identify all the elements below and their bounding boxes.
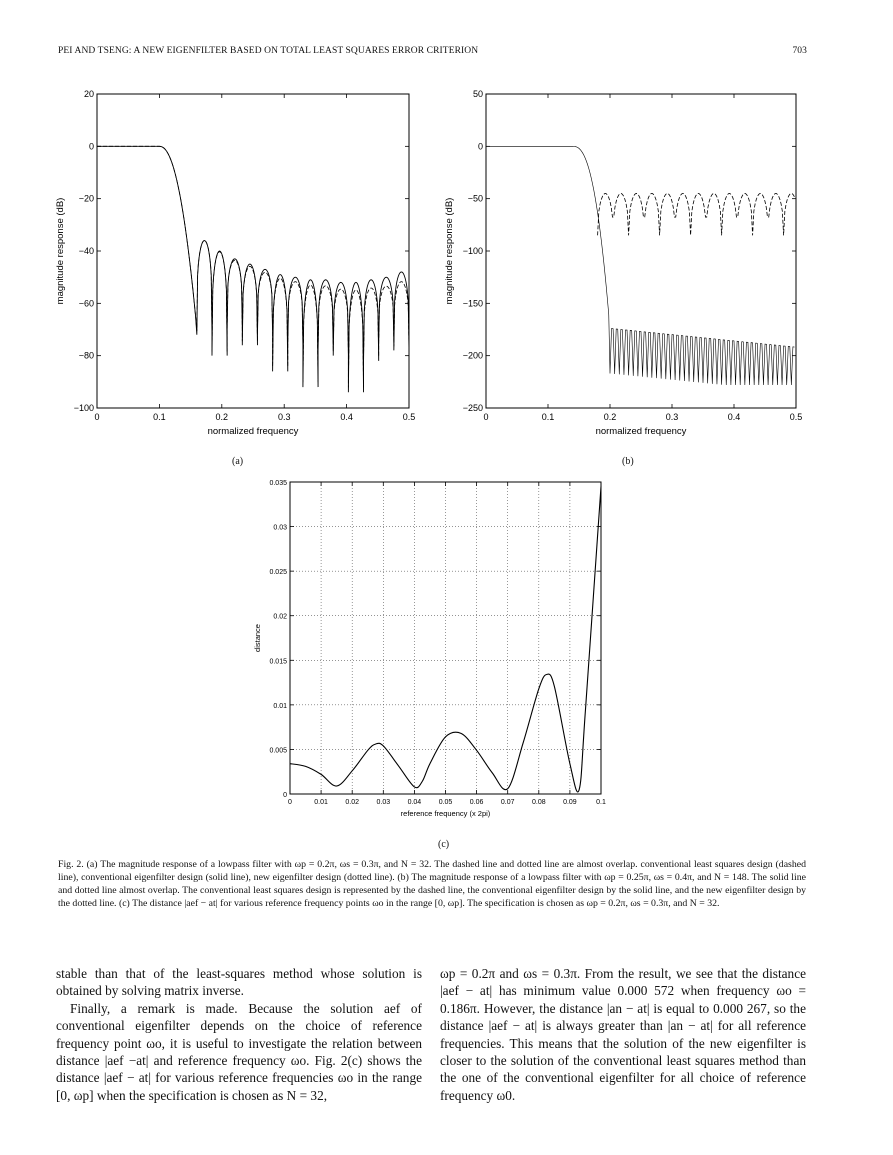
page-number: 703 [792, 46, 807, 56]
y-tick-label: −20 [78, 193, 94, 204]
y-tick-label: −250 [462, 403, 483, 413]
chart-c-frame [290, 482, 601, 794]
paragraph: Finally, a remark is made. Because the solution aef of conventional eigenfilter depends on the choice of reference frequency point ωo, it is useful to investigate the relation between distance |aef −at| and reference frequency ωo. Fig. 2(c) shows the distance |aef − at| for various reference frequencies ωo in the range [0, ωp] when the specification is chosen as N = 32, [56, 1000, 422, 1103]
y-tick-label: 0.02 [273, 613, 287, 621]
y-tick-label: −80 [78, 350, 94, 361]
x-tick-label: 0.08 [531, 799, 546, 806]
x-tick-label: 0 [94, 412, 100, 422]
series-dashed [598, 193, 795, 235]
paragraph: ωp = 0.2π and ωs = 0.3π. From the result, we see that the distance |aef − at| has minimum value 0.000 572 when frequency ωo = 0.186π. However, the distance |an − at| is equal to 0.000 267, so the distance |aef − at| is always greater than |an − at| for all reference frequencies. This means that the solution of the new eigenfilter is closer to the solution of the conventional least squares method than the one of the conventional eigenfilter for all choice of reference frequency ω0. [440, 966, 806, 1103]
y-tick-label: 50 [472, 89, 483, 99]
x-tick-label: 0.3 [665, 412, 679, 422]
series-solid [486, 146, 794, 385]
x-tick-label: 0.09 [563, 799, 577, 806]
left-column [56, 965, 422, 1104]
x-axis-label: normalized frequency [207, 426, 299, 437]
x-tick-label: 0.4 [340, 412, 353, 422]
paragraph: stable than that of the least-squares method whose solution is obtained by solving matrix inverse. [56, 966, 422, 999]
x-tick-label: 0.5 [402, 412, 416, 422]
x-tick-label: 0.4 [727, 412, 741, 422]
running-title: PEI AND TSENG: A NEW EIGENFILTER BASED ON TOTAL LEAST SQUARES ERROR CRITERION [58, 46, 479, 56]
series-distance [290, 487, 601, 792]
x-tick-label: 0.03 [376, 799, 391, 806]
x-tick-label: 0.02 [345, 799, 360, 806]
series-dashed [97, 146, 409, 387]
series-solid [97, 146, 409, 392]
y-tick-label: −60 [78, 298, 94, 309]
x-tick-label: 0.1 [153, 412, 166, 422]
y-tick-label: 0 [477, 141, 483, 152]
figure-caption: Fig. 2. (a) The magnitude response of a lowpass filter with ωp = 0.2π, ωs = 0.3π, and N = 32. The dashed line and dotted line are almost overlap. conventional least squares design (dashed line), conventional eigenfilter design (solid line), new eigenfilter design (dotted line). (b) The magnitude response of a lowpass filter with ωp = 0.25π, ωs = 0.4π, and N = 148. The solid line and dotted line almost overlap. The conventional least squares design is represented by the dashed line, the conventional eigenfilter design by the solid line, and the new eigenfilter design by the dotted line. (c) The distance |aef − at| for various reference frequency points ωo in the range [0, ωp]. The specification is chosen as ωp = 0.2π, ωs = 0.3π, and N = 32. [58, 859, 806, 910]
x-tick-label: 0.07 [500, 799, 515, 806]
y-tick-label: 0 [283, 792, 287, 799]
panel-label-a: (a) [232, 456, 244, 467]
chart-a-frame [97, 94, 409, 408]
panel-label-c: (c) [438, 839, 450, 850]
y-tick-label: −50 [467, 193, 483, 204]
x-tick-label: 0 [483, 412, 489, 422]
y-tick-label: 0.015 [269, 658, 287, 666]
x-tick-label: 0.1 [596, 799, 606, 806]
x-tick-label: 0 [288, 799, 292, 806]
right-column [440, 965, 806, 1104]
x-axis-label: reference frequency (x 2pi) [400, 809, 491, 818]
x-tick-label: 0.01 [314, 799, 328, 806]
chart-b-frame [486, 94, 796, 408]
y-tick-label: −40 [78, 246, 94, 256]
y-tick-label: 0 [88, 141, 94, 152]
y-tick-label: 0.035 [269, 480, 287, 487]
x-tick-label: 0.06 [469, 799, 484, 806]
y-tick-label: 20 [83, 89, 94, 99]
y-tick-label: −200 [462, 350, 483, 361]
x-tick-label: 0.5 [789, 412, 803, 422]
x-tick-label: 0.2 [603, 412, 617, 422]
x-axis-label: normalized frequency [595, 426, 687, 437]
x-tick-label: 0.2 [215, 412, 229, 422]
y-tick-label: 0.025 [269, 569, 287, 577]
y-axis-label: magnitude response (dB) [444, 197, 455, 305]
y-tick-label: 0.005 [269, 747, 287, 755]
y-axis-label: magnitude response (dB) [55, 197, 66, 305]
x-tick-label: 0.05 [438, 799, 453, 806]
y-tick-label: −100 [73, 403, 94, 413]
x-tick-label: 0.1 [541, 412, 555, 422]
panel-label-b: (b) [622, 456, 634, 467]
x-tick-label: 0.04 [407, 799, 422, 806]
y-tick-label: −150 [462, 298, 483, 309]
y-tick-label: −100 [462, 246, 483, 256]
y-axis-label: distance [253, 624, 262, 652]
y-tick-label: 0.03 [273, 524, 287, 532]
x-tick-label: 0.3 [277, 412, 291, 422]
y-tick-label: 0.01 [273, 702, 287, 710]
